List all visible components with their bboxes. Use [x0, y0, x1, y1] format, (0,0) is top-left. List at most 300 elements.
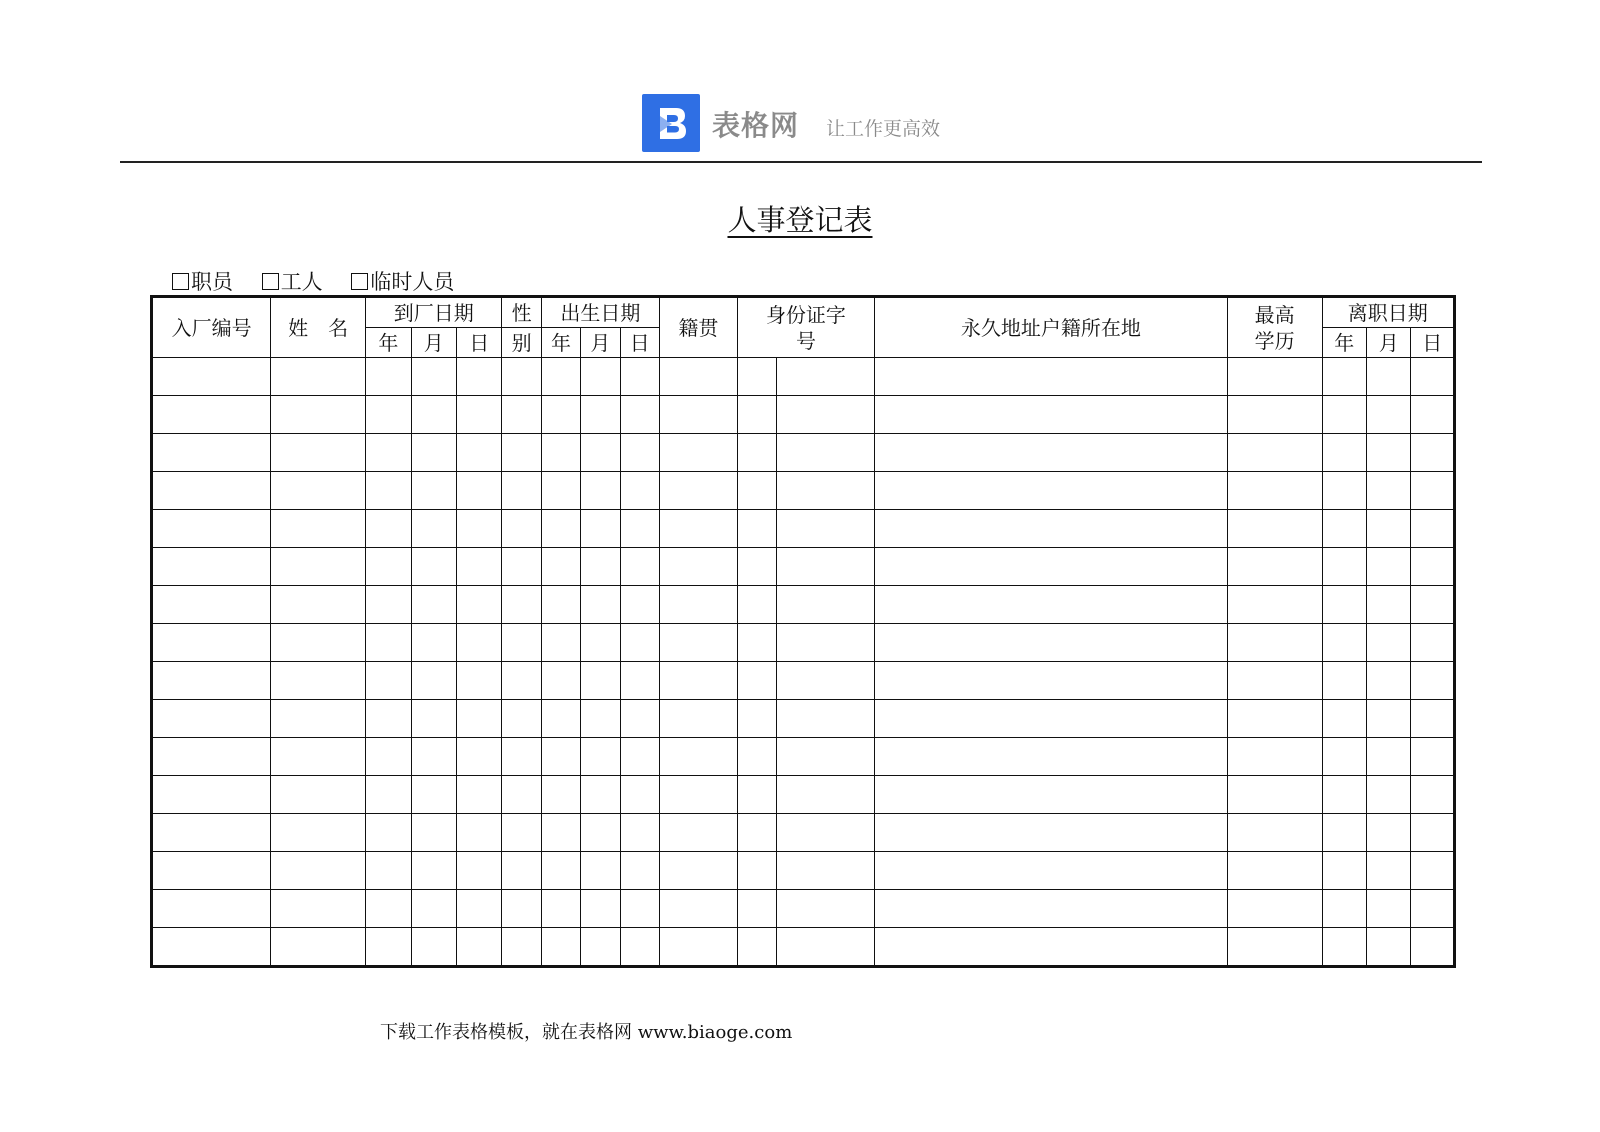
table-cell[interactable] — [1322, 852, 1366, 890]
table-cell[interactable] — [737, 510, 776, 548]
table-cell[interactable] — [271, 548, 366, 586]
table-cell[interactable] — [581, 928, 620, 967]
table-cell[interactable] — [1227, 624, 1322, 662]
table-cell[interactable] — [777, 890, 875, 928]
table-cell[interactable] — [581, 890, 620, 928]
table-cell[interactable] — [620, 662, 659, 700]
table-cell[interactable] — [411, 586, 456, 624]
table-cell[interactable] — [1367, 586, 1411, 624]
table-cell[interactable] — [875, 586, 1228, 624]
table-cell[interactable] — [581, 358, 620, 396]
header-arrival-month: 月 — [411, 328, 456, 358]
table-row — [152, 928, 1455, 967]
table-cell[interactable] — [777, 700, 875, 738]
table-cell[interactable] — [620, 396, 659, 434]
table-cell[interactable] — [502, 510, 541, 548]
table-cell[interactable] — [366, 928, 411, 967]
table-cell[interactable] — [1367, 396, 1411, 434]
table-cell[interactable] — [620, 928, 659, 967]
checkbox[interactable] — [351, 273, 368, 290]
table-cell[interactable] — [1322, 624, 1366, 662]
table-cell[interactable] — [271, 434, 366, 472]
table-cell[interactable] — [737, 890, 776, 928]
header-id-number — [737, 297, 874, 358]
table-cell[interactable] — [1322, 814, 1366, 852]
table-cell[interactable] — [1227, 472, 1322, 510]
table-cell[interactable] — [271, 662, 366, 700]
table-cell[interactable] — [502, 548, 541, 586]
table-cell[interactable] — [366, 586, 411, 624]
table-cell[interactable] — [271, 624, 366, 662]
table-cell[interactable] — [875, 624, 1228, 662]
table-cell[interactable] — [875, 928, 1228, 967]
table-cell[interactable] — [620, 586, 659, 624]
table-cell[interactable] — [541, 510, 580, 548]
table-cell[interactable] — [541, 852, 580, 890]
table-cell[interactable] — [581, 852, 620, 890]
table-cell[interactable] — [271, 358, 366, 396]
table-cell[interactable] — [541, 548, 580, 586]
table-cell[interactable] — [737, 852, 776, 890]
table-cell[interactable] — [660, 548, 738, 586]
table-cell[interactable] — [1367, 472, 1411, 510]
table-cell[interactable] — [581, 472, 620, 510]
table-cell[interactable] — [777, 928, 875, 967]
table-cell[interactable] — [411, 434, 456, 472]
table-cell[interactable] — [152, 472, 271, 510]
table-cell[interactable] — [1411, 434, 1455, 472]
table-cell[interactable] — [737, 700, 776, 738]
table-cell[interactable] — [457, 548, 502, 586]
table-cell[interactable] — [541, 586, 580, 624]
table-cell[interactable] — [502, 396, 541, 434]
table-cell[interactable] — [366, 738, 411, 776]
table-cell[interactable] — [581, 586, 620, 624]
type-option-temporary[interactable] — [351, 266, 454, 296]
table-cell[interactable] — [777, 358, 875, 396]
table-cell[interactable] — [660, 776, 738, 814]
table-cell[interactable] — [502, 928, 541, 967]
table-cell[interactable] — [457, 890, 502, 928]
table-cell[interactable] — [1411, 510, 1455, 548]
table-cell[interactable] — [620, 852, 659, 890]
table-cell[interactable] — [1227, 814, 1322, 852]
table-cell[interactable] — [660, 700, 738, 738]
table-cell[interactable] — [502, 624, 541, 662]
table-cell[interactable] — [541, 624, 580, 662]
table-cell[interactable] — [777, 814, 875, 852]
table-cell[interactable] — [777, 548, 875, 586]
table-cell[interactable] — [1411, 358, 1455, 396]
table-cell[interactable] — [737, 776, 776, 814]
table-cell[interactable] — [1411, 472, 1455, 510]
table-cell[interactable] — [1367, 548, 1411, 586]
table-cell[interactable] — [152, 396, 271, 434]
table-cell[interactable] — [152, 776, 271, 814]
table-cell[interactable] — [457, 624, 502, 662]
table-cell[interactable] — [152, 928, 271, 967]
table-cell[interactable] — [152, 814, 271, 852]
table-cell[interactable] — [1227, 776, 1322, 814]
table-cell[interactable] — [660, 472, 738, 510]
table-cell[interactable] — [1227, 928, 1322, 967]
table-cell[interactable] — [1227, 738, 1322, 776]
table-cell[interactable] — [660, 814, 738, 852]
table-cell[interactable] — [1411, 662, 1455, 700]
table-cell[interactable] — [366, 662, 411, 700]
table-cell[interactable] — [502, 662, 541, 700]
table-cell[interactable] — [457, 776, 502, 814]
table-cell[interactable] — [581, 738, 620, 776]
table-cell[interactable] — [620, 890, 659, 928]
table-cell[interactable] — [581, 700, 620, 738]
table-cell[interactable] — [1411, 776, 1455, 814]
table-cell[interactable] — [660, 662, 738, 700]
table-cell[interactable] — [541, 434, 580, 472]
table-cell[interactable] — [1227, 852, 1322, 890]
table-cell[interactable] — [737, 662, 776, 700]
table-cell[interactable] — [1322, 928, 1366, 967]
table-cell[interactable] — [457, 510, 502, 548]
table-cell[interactable] — [411, 358, 456, 396]
table-body — [152, 358, 1455, 967]
checkbox[interactable] — [262, 273, 279, 290]
table-cell[interactable] — [411, 814, 456, 852]
table-row — [152, 586, 1455, 624]
table-cell[interactable] — [366, 358, 411, 396]
table-cell[interactable] — [1367, 738, 1411, 776]
table-cell[interactable] — [875, 396, 1228, 434]
table-cell[interactable] — [457, 358, 502, 396]
header-address: 永久地址户籍所在地 — [875, 297, 1228, 358]
table-cell[interactable] — [366, 396, 411, 434]
table-cell[interactable] — [1367, 814, 1411, 852]
table-cell[interactable] — [411, 548, 456, 586]
header-divider — [120, 161, 1482, 163]
table-cell[interactable] — [777, 586, 875, 624]
table-cell[interactable] — [875, 738, 1228, 776]
table-cell[interactable] — [541, 700, 580, 738]
table-cell[interactable] — [1322, 890, 1366, 928]
table-cell[interactable] — [502, 890, 541, 928]
table-cell[interactable] — [271, 852, 366, 890]
table-cell[interactable] — [620, 358, 659, 396]
table-cell[interactable] — [737, 472, 776, 510]
table-cell[interactable] — [660, 396, 738, 434]
table-cell[interactable] — [411, 738, 456, 776]
table-cell[interactable] — [366, 472, 411, 510]
table-cell[interactable] — [366, 852, 411, 890]
biaoge-logo-icon — [642, 94, 700, 152]
table-cell[interactable] — [271, 776, 366, 814]
table-cell[interactable] — [777, 510, 875, 548]
table-cell[interactable] — [620, 738, 659, 776]
table-row — [152, 434, 1455, 472]
table-cell[interactable] — [457, 472, 502, 510]
table-cell[interactable] — [660, 510, 738, 548]
table-cell[interactable] — [875, 662, 1228, 700]
table-cell[interactable] — [1367, 510, 1411, 548]
table-cell[interactable] — [737, 358, 776, 396]
table-cell[interactable] — [271, 396, 366, 434]
header-arrival-day: 日 — [457, 328, 502, 358]
table-cell[interactable] — [541, 472, 580, 510]
table-cell[interactable] — [1322, 776, 1366, 814]
table-cell[interactable] — [152, 662, 271, 700]
table-cell[interactable] — [502, 434, 541, 472]
table-cell[interactable] — [1411, 548, 1455, 586]
checkbox[interactable] — [172, 273, 189, 290]
table-cell[interactable] — [411, 472, 456, 510]
table-cell[interactable] — [1322, 396, 1366, 434]
brand-slogan: 让工作更高效 — [826, 118, 941, 140]
table-cell[interactable] — [581, 434, 620, 472]
table-cell[interactable] — [1411, 700, 1455, 738]
table-cell[interactable] — [366, 776, 411, 814]
table-cell[interactable] — [1367, 928, 1411, 967]
table-cell[interactable] — [502, 852, 541, 890]
table-cell[interactable] — [502, 700, 541, 738]
table-cell[interactable] — [1411, 814, 1455, 852]
table-cell[interactable] — [1227, 396, 1322, 434]
table-cell[interactable] — [737, 738, 776, 776]
table-cell[interactable] — [737, 928, 776, 967]
header-arrival-year: 年 — [366, 328, 411, 358]
table-cell[interactable] — [581, 776, 620, 814]
table-cell[interactable] — [366, 624, 411, 662]
table-cell[interactable] — [1227, 548, 1322, 586]
table-cell[interactable] — [366, 700, 411, 738]
table-cell[interactable] — [620, 510, 659, 548]
table-cell[interactable] — [875, 890, 1228, 928]
table-cell[interactable] — [411, 890, 456, 928]
table-cell[interactable] — [152, 548, 271, 586]
table-cell[interactable] — [271, 700, 366, 738]
table-cell[interactable] — [1322, 548, 1366, 586]
table-cell[interactable] — [541, 358, 580, 396]
table-cell[interactable] — [502, 776, 541, 814]
table-cell[interactable] — [660, 358, 738, 396]
table-cell[interactable] — [541, 396, 580, 434]
table-cell[interactable] — [1367, 852, 1411, 890]
table-cell[interactable] — [271, 586, 366, 624]
table-cell[interactable] — [660, 890, 738, 928]
table-cell[interactable] — [1227, 662, 1322, 700]
table-cell[interactable] — [1411, 928, 1455, 967]
table-cell[interactable] — [1322, 700, 1366, 738]
table-cell[interactable] — [1227, 434, 1322, 472]
table-cell[interactable] — [1227, 510, 1322, 548]
table-cell[interactable] — [152, 624, 271, 662]
header-birth-date: 出生日期 — [541, 297, 659, 328]
table-cell[interactable] — [777, 396, 875, 434]
table-cell[interactable] — [271, 928, 366, 967]
table-cell[interactable] — [875, 434, 1228, 472]
table-cell[interactable] — [152, 434, 271, 472]
table-cell[interactable] — [1227, 358, 1322, 396]
table-cell[interactable] — [737, 548, 776, 586]
table-cell[interactable] — [620, 700, 659, 738]
table-cell[interactable] — [620, 814, 659, 852]
table-cell[interactable] — [411, 396, 456, 434]
table-cell[interactable] — [271, 510, 366, 548]
employee-type-options — [172, 266, 476, 296]
table-cell[interactable] — [1367, 624, 1411, 662]
table-cell[interactable] — [411, 776, 456, 814]
table-cell[interactable] — [581, 624, 620, 662]
table-cell[interactable] — [875, 700, 1228, 738]
table-cell[interactable] — [1322, 472, 1366, 510]
table-cell[interactable] — [1227, 586, 1322, 624]
table-cell[interactable] — [875, 776, 1228, 814]
table-cell[interactable] — [737, 624, 776, 662]
table-cell[interactable] — [875, 852, 1228, 890]
table-cell[interactable] — [1367, 662, 1411, 700]
table-cell[interactable] — [620, 776, 659, 814]
table-cell[interactable] — [1322, 738, 1366, 776]
table-cell[interactable] — [271, 890, 366, 928]
table-cell[interactable] — [777, 776, 875, 814]
table-cell[interactable] — [502, 738, 541, 776]
table-cell[interactable] — [366, 814, 411, 852]
table-cell[interactable] — [875, 472, 1228, 510]
table-cell[interactable] — [152, 586, 271, 624]
table-cell[interactable] — [737, 814, 776, 852]
table-cell[interactable] — [1411, 586, 1455, 624]
table-cell[interactable] — [660, 852, 738, 890]
table-cell[interactable] — [411, 510, 456, 548]
table-cell[interactable] — [457, 738, 502, 776]
table-cell[interactable] — [777, 738, 875, 776]
table-cell[interactable] — [457, 928, 502, 967]
table-cell[interactable] — [152, 852, 271, 890]
table-cell[interactable] — [777, 852, 875, 890]
table-cell[interactable] — [411, 624, 456, 662]
table-cell[interactable] — [152, 700, 271, 738]
table-cell[interactable] — [366, 434, 411, 472]
table-cell[interactable] — [737, 434, 776, 472]
table-cell[interactable] — [1367, 358, 1411, 396]
table-cell[interactable] — [875, 548, 1228, 586]
table-cell[interactable] — [457, 814, 502, 852]
table-cell[interactable] — [457, 852, 502, 890]
table-cell[interactable] — [660, 586, 738, 624]
table-cell[interactable] — [620, 548, 659, 586]
table-cell[interactable] — [541, 928, 580, 967]
table-cell[interactable] — [457, 700, 502, 738]
table-cell[interactable] — [1322, 434, 1366, 472]
table-cell[interactable] — [1322, 586, 1366, 624]
table-cell[interactable] — [1411, 738, 1455, 776]
table-cell[interactable] — [366, 890, 411, 928]
table-cell[interactable] — [1411, 890, 1455, 928]
table-cell[interactable] — [581, 548, 620, 586]
table-cell[interactable] — [152, 738, 271, 776]
table-cell[interactable] — [502, 472, 541, 510]
table-cell[interactable] — [1367, 700, 1411, 738]
header-gender-bottom: 别 — [502, 328, 541, 358]
table-cell[interactable] — [875, 510, 1228, 548]
table-cell[interactable] — [1227, 890, 1322, 928]
page-title-text: 人事登记表 — [727, 203, 873, 237]
table-cell[interactable] — [1367, 434, 1411, 472]
table-cell[interactable] — [581, 396, 620, 434]
table-cell[interactable] — [1227, 700, 1322, 738]
table-cell[interactable] — [502, 586, 541, 624]
table-cell[interactable] — [502, 814, 541, 852]
type-option-worker[interactable] — [262, 266, 323, 296]
table-cell[interactable] — [411, 852, 456, 890]
table-cell[interactable] — [411, 700, 456, 738]
table-cell[interactable] — [541, 738, 580, 776]
table-cell[interactable] — [1367, 890, 1411, 928]
table-cell[interactable] — [411, 928, 456, 967]
table-cell[interactable] — [1322, 358, 1366, 396]
table-cell[interactable] — [581, 814, 620, 852]
type-option-staff[interactable] — [172, 266, 233, 296]
table-cell[interactable] — [875, 814, 1228, 852]
table-cell[interactable] — [660, 738, 738, 776]
table-cell[interactable] — [1411, 852, 1455, 890]
table-cell[interactable] — [581, 510, 620, 548]
table-cell[interactable] — [660, 928, 738, 967]
table-cell[interactable] — [660, 434, 738, 472]
table-cell[interactable] — [875, 358, 1228, 396]
table-cell[interactable] — [1367, 776, 1411, 814]
table-cell[interactable] — [737, 586, 776, 624]
table-cell[interactable] — [541, 814, 580, 852]
header-birth-year: 年 — [541, 328, 580, 358]
table-cell[interactable] — [777, 624, 875, 662]
header-leave-year: 年 — [1322, 328, 1366, 358]
table-cell[interactable] — [271, 738, 366, 776]
table-cell[interactable] — [271, 814, 366, 852]
table-cell[interactable] — [620, 472, 659, 510]
table-cell[interactable] — [737, 396, 776, 434]
table-cell[interactable] — [1322, 510, 1366, 548]
table-cell[interactable] — [152, 510, 271, 548]
table-cell[interactable] — [620, 434, 659, 472]
table-cell[interactable] — [1322, 662, 1366, 700]
table-cell[interactable] — [1411, 624, 1455, 662]
table-cell[interactable] — [502, 358, 541, 396]
table-cell[interactable] — [581, 662, 620, 700]
header-name: 姓 名 — [271, 297, 366, 358]
table-cell[interactable] — [620, 624, 659, 662]
table-row — [152, 738, 1455, 776]
table-cell[interactable] — [777, 434, 875, 472]
table-cell[interactable] — [541, 662, 580, 700]
table-cell[interactable] — [777, 662, 875, 700]
table-cell[interactable] — [271, 472, 366, 510]
table-cell[interactable] — [660, 624, 738, 662]
table-cell[interactable] — [457, 396, 502, 434]
table-cell[interactable] — [777, 472, 875, 510]
table-row — [152, 814, 1455, 852]
table-cell[interactable] — [152, 890, 271, 928]
table-cell[interactable] — [541, 776, 580, 814]
table-cell[interactable] — [152, 358, 271, 396]
table-cell[interactable] — [457, 586, 502, 624]
table-cell[interactable] — [457, 662, 502, 700]
table-cell[interactable] — [541, 890, 580, 928]
table-row — [152, 890, 1455, 928]
table-cell[interactable] — [411, 662, 456, 700]
table-cell[interactable] — [366, 548, 411, 586]
table-cell[interactable] — [1411, 396, 1455, 434]
table-cell[interactable] — [457, 434, 502, 472]
table-cell[interactable] — [366, 510, 411, 548]
